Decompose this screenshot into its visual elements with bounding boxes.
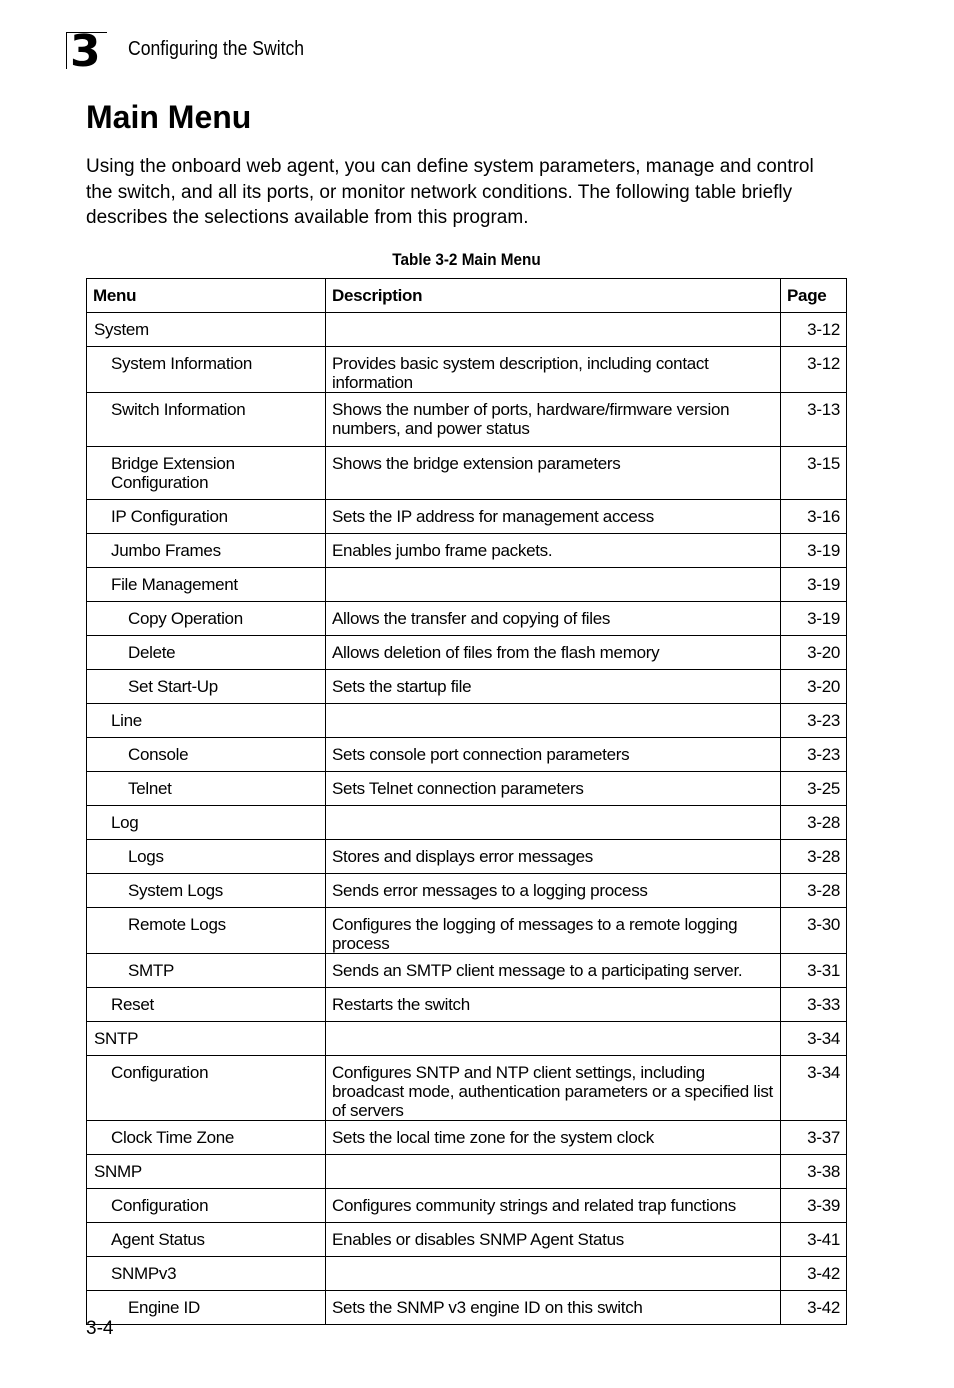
intro-paragraph: Using the onboard web agent, you can define system parameters, manage and control the switch, and all its ports, or monitor network conditions. The following table briefly describes the selections available from this program. <box>86 156 814 228</box>
table-row <box>87 1291 847 1325</box>
description-cell: Shows the number of ports, hardware/firmware version numbers, and power status <box>326 393 781 447</box>
table-row <box>87 534 847 568</box>
page-cell: 3-42 <box>781 1257 847 1291</box>
table-row <box>87 1056 847 1121</box>
menu-cell: File Management <box>87 568 326 602</box>
description-cell <box>326 806 781 840</box>
description-cell: Sends an SMTP client message to a participating server. <box>326 954 781 988</box>
menu-cell: Set Start-Up <box>87 670 326 704</box>
table-row <box>87 806 847 840</box>
table-row <box>87 738 847 772</box>
page-cell: 3-19 <box>781 568 847 602</box>
page-cell: 3-42 <box>781 1291 847 1325</box>
menu-cell: Reset <box>87 988 326 1022</box>
page-cell: 3-12 <box>781 347 847 393</box>
header-menu: Menu <box>87 279 326 313</box>
table-row <box>87 500 847 534</box>
description-cell: Shows the bridge extension parameters <box>326 446 781 500</box>
table-row <box>87 874 847 908</box>
description-cell: Provides basic system description, including contact information <box>326 347 781 393</box>
menu-cell: System Logs <box>87 874 326 908</box>
page-cell: 3-28 <box>781 874 847 908</box>
menu-cell: SNMP <box>87 1155 326 1189</box>
description-cell: Sets the local time zone for the system clock <box>326 1121 781 1155</box>
menu-cell: Bridge Extension Configuration <box>87 446 326 500</box>
table-caption-text: Table 3-2 Main Menu <box>391 250 541 269</box>
table-row <box>87 1257 847 1291</box>
description-cell: Sets the SNMP v3 engine ID on this switch <box>326 1291 781 1325</box>
table-row <box>87 1223 847 1257</box>
header-description: Description <box>326 279 781 313</box>
description-cell: Enables jumbo frame packets. <box>326 534 781 568</box>
description-cell: Sets the startup file <box>326 670 781 704</box>
page-number: 3-4 <box>86 1318 114 1339</box>
description-cell <box>326 704 781 738</box>
menu-cell: Jumbo Frames <box>87 534 326 568</box>
running-header: Configuring the Switch <box>128 38 305 60</box>
menu-cell: SNMPv3 <box>87 1257 326 1291</box>
page-cell: 3-12 <box>781 313 847 347</box>
table-row <box>87 1022 847 1056</box>
page-cell: 3-39 <box>781 1189 847 1223</box>
description-cell <box>326 568 781 602</box>
menu-cell: Configuration <box>87 1056 326 1121</box>
description-cell <box>326 313 781 347</box>
page-cell: 3-13 <box>781 393 847 447</box>
page-cell: 3-28 <box>781 840 847 874</box>
page-cell: 3-30 <box>781 908 847 954</box>
table-caption <box>86 250 846 270</box>
menu-cell: IP Configuration <box>87 500 326 534</box>
menu-cell: Delete <box>87 636 326 670</box>
menu-cell: SMTP <box>87 954 326 988</box>
page-cell: 3-34 <box>781 1022 847 1056</box>
table-row <box>87 1121 847 1155</box>
menu-cell: Clock Time Zone <box>87 1121 326 1155</box>
table-row <box>87 1189 847 1223</box>
page-cell: 3-16 <box>781 500 847 534</box>
main-menu-table <box>86 278 847 1325</box>
table-row <box>87 988 847 1022</box>
menu-cell: Console <box>87 738 326 772</box>
description-cell: Restarts the switch <box>326 988 781 1022</box>
menu-cell: SNTP <box>87 1022 326 1056</box>
table-row <box>87 840 847 874</box>
page-cell: 3-23 <box>781 704 847 738</box>
page-cell: 3-37 <box>781 1121 847 1155</box>
menu-cell: Agent Status <box>87 1223 326 1257</box>
description-cell <box>326 1022 781 1056</box>
menu-cell: Copy Operation <box>87 602 326 636</box>
page-cell: 3-31 <box>781 954 847 988</box>
table-row <box>87 636 847 670</box>
menu-cell: System <box>87 313 326 347</box>
table-row <box>87 954 847 988</box>
description-cell: Enables or disables SNMP Agent Status <box>326 1223 781 1257</box>
chapter-number: 3 <box>70 26 100 77</box>
table-row <box>87 446 847 500</box>
page-cell: 3-41 <box>781 1223 847 1257</box>
table-row <box>87 1155 847 1189</box>
table-row <box>87 704 847 738</box>
menu-cell: Log <box>87 806 326 840</box>
page-cell: 3-19 <box>781 534 847 568</box>
description-cell: Configures SNTP and NTP client settings, including broadcast mode, authentication parameters or a specified list of servers <box>326 1056 781 1121</box>
header-page: Page <box>781 279 847 313</box>
table-row <box>87 908 847 954</box>
page-cell: 3-34 <box>781 1056 847 1121</box>
page-cell: 3-20 <box>781 670 847 704</box>
table-row <box>87 670 847 704</box>
description-cell: Configures community strings and related trap functions <box>326 1189 781 1223</box>
menu-cell: Line <box>87 704 326 738</box>
table-row <box>87 772 847 806</box>
description-cell <box>326 1155 781 1189</box>
menu-cell: Configuration <box>87 1189 326 1223</box>
table-body <box>87 313 847 1325</box>
description-cell: Sets console port connection parameters <box>326 738 781 772</box>
table-row <box>87 602 847 636</box>
description-cell: Allows the transfer and copying of files <box>326 602 781 636</box>
description-cell: Sets the IP address for management access <box>326 500 781 534</box>
description-cell: Stores and displays error messages <box>326 840 781 874</box>
page-cell: 3-23 <box>781 738 847 772</box>
table-row <box>87 313 847 347</box>
menu-cell: Logs <box>87 840 326 874</box>
menu-cell: Switch Information <box>87 393 326 447</box>
table-row <box>87 568 847 602</box>
description-cell: Allows deletion of files from the flash memory <box>326 636 781 670</box>
page-cell: 3-20 <box>781 636 847 670</box>
table-row <box>87 347 847 393</box>
page-cell: 3-28 <box>781 806 847 840</box>
description-cell: Sends error messages to a logging process <box>326 874 781 908</box>
page-cell: 3-25 <box>781 772 847 806</box>
description-cell: Configures the logging of messages to a remote logging process <box>326 908 781 954</box>
menu-cell: Engine ID <box>87 1291 326 1325</box>
page-cell: 3-15 <box>781 446 847 500</box>
description-cell <box>326 1257 781 1291</box>
menu-cell: Telnet <box>87 772 326 806</box>
page-cell: 3-19 <box>781 602 847 636</box>
section-title: Main Menu <box>86 99 252 135</box>
table-row <box>87 393 847 447</box>
description-cell: Sets Telnet connection parameters <box>326 772 781 806</box>
menu-cell: System Information <box>87 347 326 393</box>
table-header-row <box>87 279 847 313</box>
menu-cell: Remote Logs <box>87 908 326 954</box>
page-cell: 3-38 <box>781 1155 847 1189</box>
page-cell: 3-33 <box>781 988 847 1022</box>
